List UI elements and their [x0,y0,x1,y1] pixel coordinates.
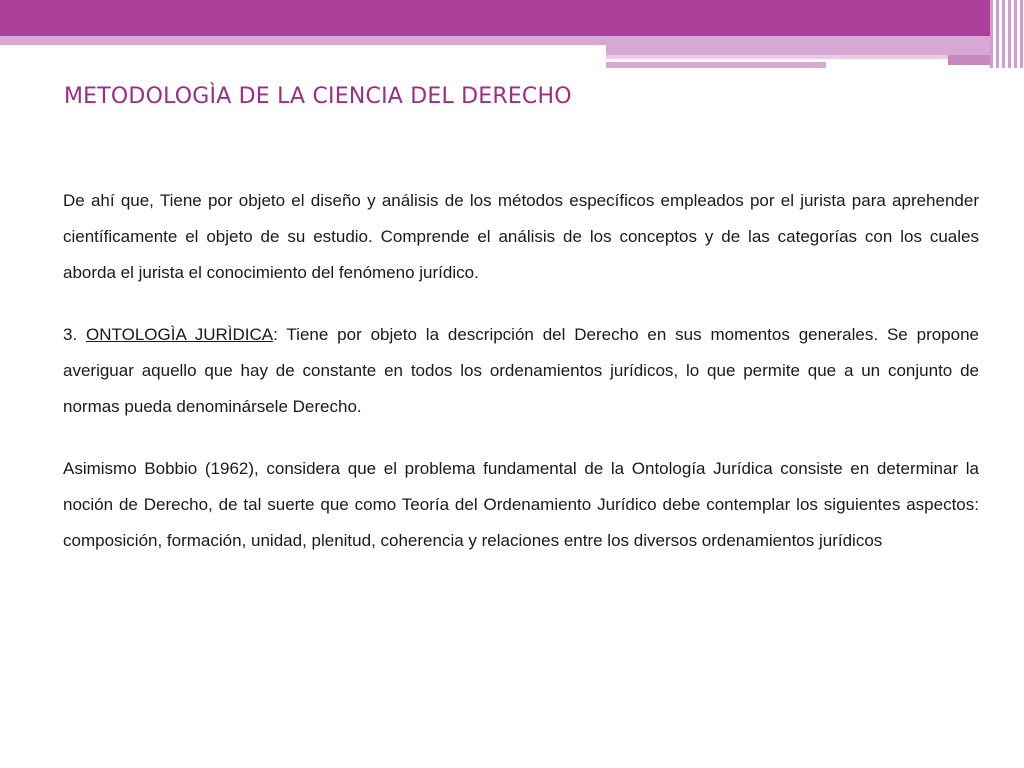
header-bar-edge [948,55,990,65]
slide-body [63,183,979,585]
paragraph-ontology [63,317,979,425]
header-bar-light [0,36,990,45]
paragraph-ontology-text: : Tiene por objeto la descripción del Derecho en sus momentos generales. Se propone averiguar aquello que hay de constante en todos los ordenamientos jurídicos, lo que permite que a un conjunto de normas pueda denominársele Derecho. [63,325,980,416]
header-bar-step [606,45,990,55]
ontology-term: ONTOLOGÌA JURÌDICA [86,325,274,344]
paragraph-bobbio: Asimismo Bobbio (1962), considera que el problema fundamental de la Ontología Jurídica consiste en determinar la noción de Derecho, de tal suerte que como Teoría del Ordenamiento Jurídico debe contemplar los siguientes aspectos: composición, formación, unidad, plenitud, coherencia y relaciones entre los diversos ordenamientos jurídicos [63,459,979,550]
paragraph-methodology: De ahí que, Tiene por objeto el diseño y análisis de los métodos específicos empleados por el jurista para aprehender científicamente el objeto de su estudio. Comprende el análisis de los conceptos y de las categorías con los cuales aborda el jurista el conocimiento del fenómeno jurídico. [63,191,979,282]
header-bar-gap [0,45,606,55]
slide-title: METODOLOGÌA DE LA CIENCIA DEL DERECHO [64,84,572,109]
header-bar [0,0,990,36]
header-stripes [990,0,1024,68]
header-bar-thin-lower [606,62,826,68]
paragraph-number: 3. [63,325,87,344]
header-bar-thin [606,55,948,59]
